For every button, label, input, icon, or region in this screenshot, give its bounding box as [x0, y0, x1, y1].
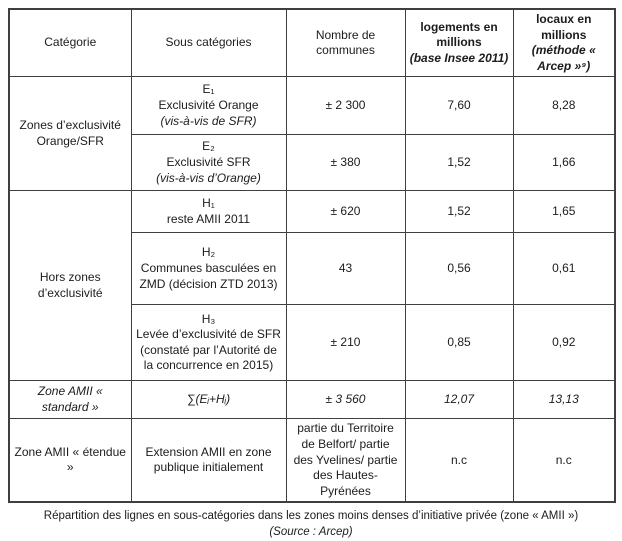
h3-code: H₃ — [201, 311, 216, 326]
cell-h3-locaux: 0,92 — [513, 305, 615, 381]
cell-h2-subcategory — [131, 233, 286, 305]
cell-e2-subcategory — [131, 135, 286, 191]
table-header-row — [9, 9, 615, 77]
e1-code: E₁ — [202, 82, 215, 97]
row-e1 — [9, 77, 615, 135]
header-nombre-communes: Nombre de communes — [286, 9, 405, 77]
cell-e2-logements: 1,52 — [405, 135, 513, 191]
e2-label: Exclusivité SFR — [166, 155, 251, 170]
cell-h1-locaux: 1,65 — [513, 191, 615, 233]
cell-e1-locaux: 8,28 — [513, 77, 615, 135]
cell-standard-communes: ± 3 560 — [286, 381, 405, 419]
header-locaux — [513, 9, 615, 77]
header-locaux-title: locaux en millions — [536, 12, 592, 42]
header-logements — [405, 9, 513, 77]
cell-standard-locaux: 13,13 — [513, 381, 615, 419]
header-logements-note: (base Insee 2011) — [409, 50, 509, 65]
cell-h1-logements: 1,52 — [405, 191, 513, 233]
cell-e1-communes: ± 2 300 — [286, 77, 405, 135]
cell-etendue-logements: n.c — [405, 419, 513, 502]
e2-note: (vis-à-vis d’Orange) — [156, 170, 261, 185]
category-amii-etendue: Zone AMII « étendue » — [9, 419, 131, 502]
e2-code: E₂ — [202, 139, 215, 154]
row-amii-standard — [9, 381, 615, 419]
row-amii-etendue — [9, 419, 615, 502]
e1-label: Exclusivité Orange — [158, 98, 259, 113]
category-zones-exclusivite: Zones d’exclusivité Orange/SFR — [9, 77, 131, 191]
h3-label: Levée d’exclusivité de SFR (constaté par l’Autorité de la concurrence en 2015) — [136, 327, 281, 373]
cell-e2-communes: ± 380 — [286, 135, 405, 191]
cell-e1-logements: 7,60 — [405, 77, 513, 135]
h1-label: reste AMII 2011 — [166, 211, 251, 226]
cell-e2-locaux: 1,66 — [513, 135, 615, 191]
cell-h2-locaux: 0,61 — [513, 233, 615, 305]
caption-text: Répartition des lignes en sous-catégories dans les zones moins denses d’initiative privée (zone « AMII ») — [43, 510, 579, 523]
row-h1 — [9, 191, 615, 233]
amii-table — [8, 8, 616, 503]
cell-etendue-label: Extension AMII en zone publique initialement — [131, 419, 286, 502]
cell-h3-subcategory — [131, 305, 286, 381]
cell-h3-communes: ± 210 — [286, 305, 405, 381]
header-sous-categories: Sous catégories — [131, 9, 286, 77]
cell-standard-formula: ∑(Eᵢ+Hᵢ) — [131, 381, 286, 419]
h1-code: H₁ — [202, 196, 215, 211]
caption-source: (Source : Arcep) — [269, 526, 353, 539]
table-caption — [8, 508, 614, 540]
header-categorie: Catégorie — [9, 9, 131, 77]
h2-code: H₂ — [201, 245, 216, 260]
cell-etendue-communes: partie du Territoire de Belfort/ partie des Yvelines/ partie des Hautes-Pyrénées — [286, 419, 405, 502]
cell-h3-logements: 0,85 — [405, 305, 513, 381]
e1-note: (vis-à-vis de SFR) — [160, 113, 257, 128]
cell-h1-subcategory — [131, 191, 286, 233]
cell-e1-subcategory — [131, 77, 286, 135]
cell-etendue-locaux: n.c — [513, 419, 615, 502]
cell-h1-communes: ± 620 — [286, 191, 405, 233]
category-amii-standard: Zone AMII « standard » — [9, 381, 131, 419]
header-logements-title: logements en millions — [420, 19, 498, 50]
category-hors-zones: Hors zones d’exclusivité — [9, 191, 131, 381]
cell-h2-communes: 43 — [286, 233, 405, 305]
cell-h2-logements: 0,56 — [405, 233, 513, 305]
header-locaux-note: (méthode « Arcep »⁹) — [531, 43, 596, 73]
h2-label: Communes basculées en ZMD (décision ZTD 2013) — [139, 261, 278, 291]
cell-standard-logements: 12,07 — [405, 381, 513, 419]
